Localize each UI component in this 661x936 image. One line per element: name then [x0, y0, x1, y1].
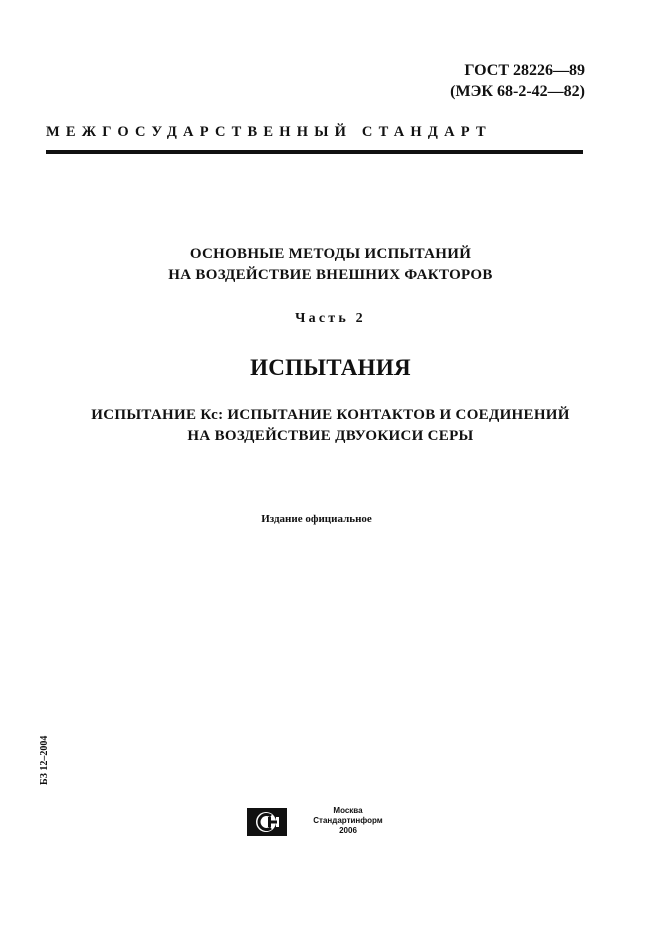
edition-label: Издание официальное: [261, 513, 372, 525]
side-code: БЗ 12–2004: [39, 735, 50, 785]
interstate-standard-label: МЕЖГОСУДАРСТВЕННЫЙ СТАНДАРТ: [46, 124, 492, 140]
publisher-city: Москва: [333, 806, 363, 815]
standard-code: ГОСТ 28226—89: [464, 62, 585, 79]
title-line-1: ОСНОВНЫЕ МЕТОДЫ ИСПЫТАНИЙ: [189, 246, 472, 262]
publisher-year: 2006: [339, 826, 357, 835]
main-title: ИСПЫТАНИЯ: [250, 355, 411, 380]
iec-code: (МЭК 68-2-42—82): [450, 83, 585, 100]
publisher-name: Стандартинформ: [313, 816, 383, 825]
subtitle-line-2: НА ВОЗДЕЙСТВИЕ ДВУОКИСИ СЕРЫ: [187, 428, 474, 444]
subtitle-line-1: ИСПЫТАНИЕ Кс: ИСПЫТАНИЕ КОНТАКТОВ И СОЕДИНЕНИЙ: [91, 407, 570, 423]
publisher-info: [308, 806, 388, 836]
part-label: Часть 2: [295, 311, 366, 326]
header-rule: [46, 150, 583, 154]
standards-publisher-logo-icon: [247, 808, 287, 836]
document-codes: [450, 60, 585, 102]
title-line-2: НА ВОЗДЕЙСТВИЕ ВНЕШНИХ ФАКТОРОВ: [168, 267, 493, 283]
subtitle: [0, 405, 661, 447]
document-title: [0, 244, 661, 286]
